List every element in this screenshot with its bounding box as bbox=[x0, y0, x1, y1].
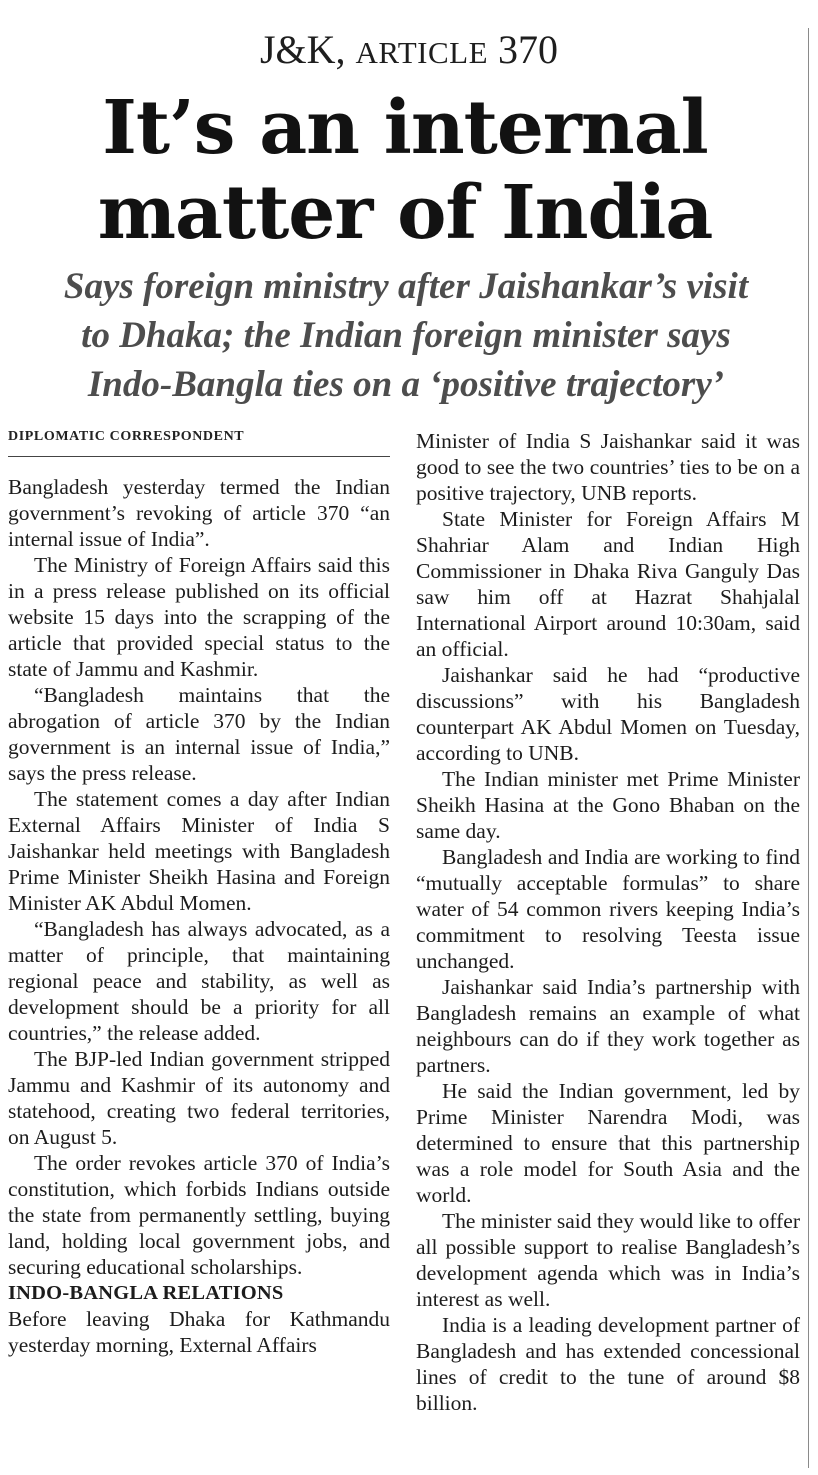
paragraph: He said the Indian government, led by Prime Minister Narendra Modi, was determined to ensure that this partnership was a role model for South Asia and the world. bbox=[416, 1079, 800, 1207]
paragraph: State Minister for Foreign Affairs M Shahriar Alam and Indian High Commissioner in Dhaka Riva Ganguly Das saw him off at Hazrat Shahjalal International Airport around 10:30am, said an official. bbox=[416, 507, 800, 661]
paragraph: The statement comes a day after Indian External Affairs Minister of India S Jaishankar held meetings with Bangladesh Prime Minister Sheikh Hasina and Foreign Minister AK Abdul Momen. bbox=[8, 787, 390, 915]
paragraph: India is a leading development partner of Bangladesh and has extended concessional lines of credit to the tune of around $8 billion. bbox=[416, 1313, 800, 1415]
deck-line-1: Says foreign ministry after Jaishankar’s visit bbox=[63, 266, 749, 307]
paragraph: Jaishankar said he had “productive discussions” with his Bangladesh counterpart AK Abdul Momen on Tuesday, according to UNB. bbox=[416, 663, 800, 765]
kicker-smallcaps: ARTICLE bbox=[355, 35, 489, 70]
kicker-prefix: J&K, bbox=[259, 27, 356, 72]
kicker-suffix: 370 bbox=[488, 27, 559, 72]
article-column-left bbox=[8, 474, 390, 1358]
paragraph: “Bangladesh maintains that the abrogation of article 370 by the Indian government is an internal issue of India,” says the press release. bbox=[8, 683, 390, 785]
deck-line-2: to Dhaka; the Indian foreign minister says bbox=[81, 315, 731, 356]
paragraph: Before leaving Dhaka for Kathmandu yesterday morning, External Affairs bbox=[8, 1307, 390, 1357]
deck bbox=[6, 262, 806, 409]
paragraph-continuation: Minister of India S Jaishankar said it was good to see the two countries’ ties to be on a positive trajectory, UNB reports. bbox=[416, 429, 800, 505]
subhead: INDO-BANGLA RELATIONS bbox=[8, 1282, 284, 1304]
paragraph: The Ministry of Foreign Affairs said this in a press release published on its official website 15 days into the scrapping of the article that provided special status to the state of Jammu and Kashmir. bbox=[8, 553, 390, 681]
paragraph: “Bangladesh has always advocated, as a matter of principle, that maintaining regional peace and stability, as well as development should be a priority for all countries,” the release added. bbox=[8, 917, 390, 1045]
paragraph: Bangladesh and India are working to find “mutually acceptable formulas” to share water of 54 common rivers keeping India’s commitment to resolving Teesta issue unchanged. bbox=[416, 845, 800, 973]
paragraph: The Indian minister met Prime Minister Sheikh Hasina at the Gono Bhaban on the same day. bbox=[416, 767, 800, 843]
paragraph: Jaishankar said India’s partnership with Bangladesh remains an example of what neighbours can do if they work together as partners. bbox=[416, 975, 800, 1077]
headline bbox=[0, 86, 810, 256]
headline-line-1: It’s an internal bbox=[102, 85, 708, 171]
headline-line-2: matter of India bbox=[97, 170, 713, 256]
byline: DIPLOMATIC CORRESPONDENT bbox=[8, 429, 245, 444]
byline-rule bbox=[8, 456, 390, 457]
paragraph: The order revokes article 370 of India’s constitution, which forbids Indians outside the state from permanently settling, buying land, holding local government jobs, and securing educational scholarships. bbox=[8, 1151, 390, 1279]
paragraph: The minister said they would like to offer all possible support to realise Bangladesh’s development agenda which was in India’s interest as well. bbox=[416, 1209, 800, 1311]
article-column-right bbox=[416, 428, 800, 1416]
paragraph: Bangladesh yesterday termed the Indian government’s revoking of article 370 “an internal issue of India”. bbox=[8, 475, 390, 551]
paragraph: The BJP-led Indian government stripped Jammu and Kashmir of its autonomy and statehood, creating two federal territories, on August 5. bbox=[8, 1047, 390, 1149]
kicker bbox=[0, 24, 818, 79]
deck-line-3: Indo-Bangla ties on a ‘positive trajectory’ bbox=[87, 364, 725, 405]
